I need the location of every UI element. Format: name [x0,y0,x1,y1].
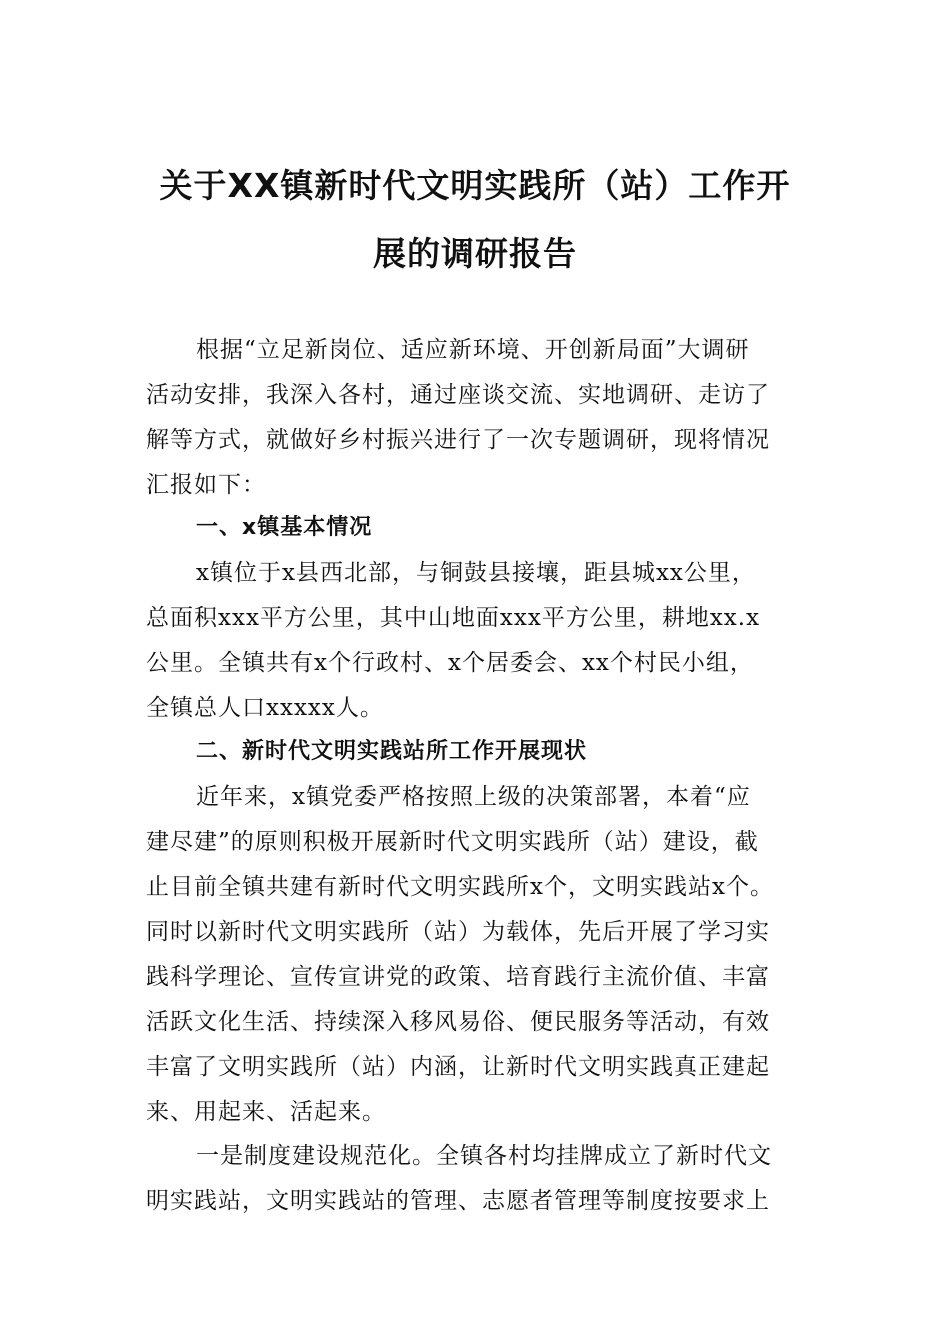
intro-paragraph-line: 根据“立足新岗位、适应新环境、开创新局面”大调研 [196,337,750,363]
section-2-paragraph-line: 止目前全镇共建有新时代文明实践所x个，文明实践站x个。 [146,874,774,900]
section-1-paragraph-line: x镇位于x县西北部，与铜鼓县接壤，距县城xx公里， [196,560,756,586]
point-1-paragraph-line: 明实践站，文明实践站的管理、志愿者管理等制度按要求上 [146,1188,770,1214]
section-1-paragraph-line: 公里。全镇共有x个行政村、x个居委会、xx个村民小组， [146,650,754,676]
section-2-paragraph-line: 建尽建”的原则积极开展新时代文明实践所（站）建设，截 [146,829,759,855]
intro-paragraph-line: 解等方式，就做好乡村振兴进行了一次专题调研，现将情况 [146,427,770,453]
section-2-paragraph-line: 活跃文化生活、持续深入移风易俗、便民服务等活动，有效 [146,1009,770,1035]
intro-paragraph-line: 汇报如下： [146,472,266,498]
section-1-paragraph-line: 全镇总人口xxxxx人。 [146,695,384,721]
document-title-line-1: 关于XX镇新时代文明实践所（站）工作开 [159,166,791,205]
section-2-heading: 二、新时代文明实践站所工作开展现状 [196,739,588,764]
point-1-paragraph-line: 一是制度建设规范化。全镇各村均挂牌成立了新时代文 [196,1143,772,1169]
section-1-heading: 一、x镇基本情况 [196,515,373,540]
section-2-paragraph-line: 近年来，x镇党委严格按照上级的决策部署，本着“应 [196,784,751,810]
section-1-paragraph-line: 总面积xxx平方公里，其中山地面xxx平方公里，耕地xx.x [146,605,761,631]
section-2-paragraph-line: 同时以新时代文明实践所（站）为载体，先后开展了学习实 [146,919,770,945]
document-title-line-2: 展的调研报告 [373,234,577,273]
section-2-paragraph-line: 践科学理论、宣传宣讲党的政策、培育践行主流价值、丰富 [146,964,770,990]
section-2-paragraph-line: 来、用起来、活起来。 [146,1099,386,1125]
section-2-paragraph-line: 丰富了文明实践所（站）内涵，让新时代文明实践真正建起 [146,1054,770,1080]
intro-paragraph-line: 活动安排，我深入各村，通过座谈交流、实地调研、走访了 [146,382,770,408]
